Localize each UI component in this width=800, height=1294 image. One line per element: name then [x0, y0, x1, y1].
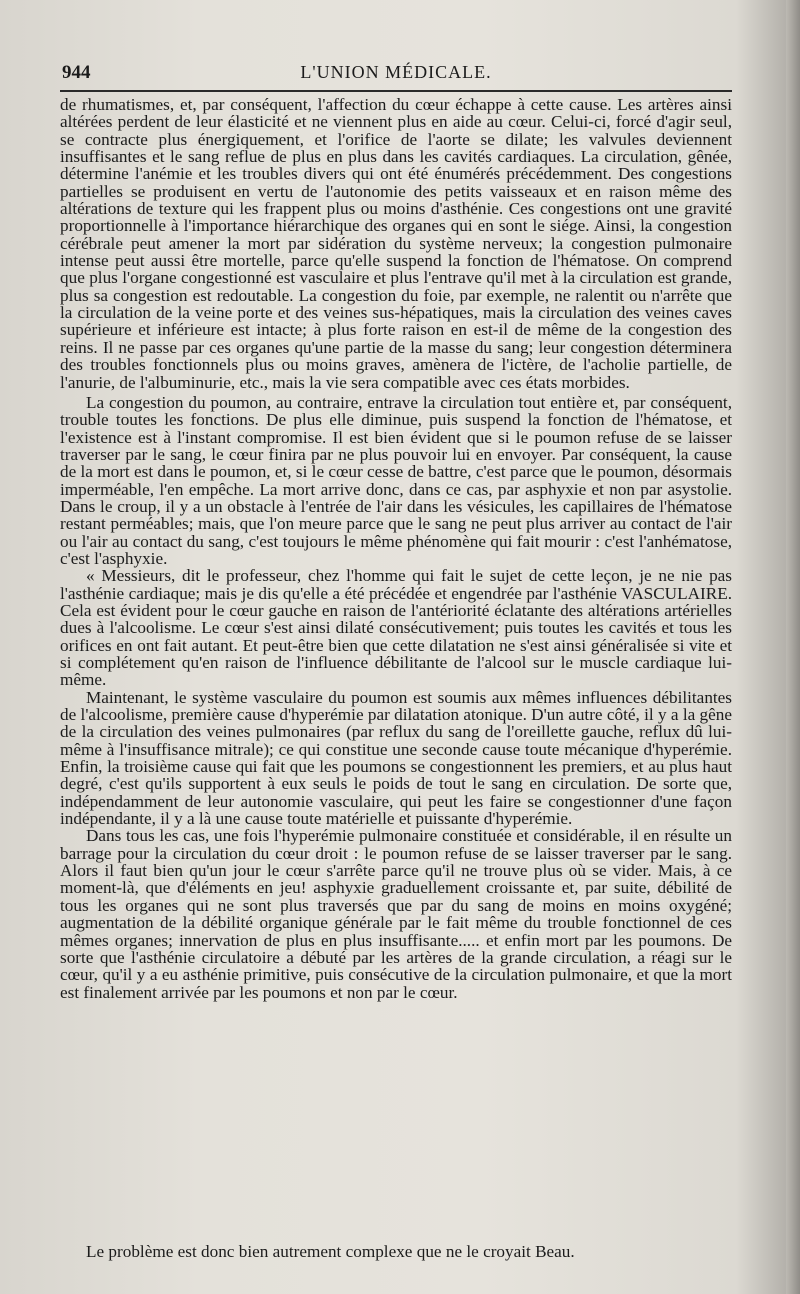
page-number: 944 — [62, 62, 91, 83]
body-text — [60, 96, 732, 1001]
page-edge-shadow — [786, 0, 800, 1294]
header-rule — [60, 90, 732, 92]
paragraph-3: « Messieurs, dit le professeur, chez l'homme qui fait le sujet de cette leçon, je ne nie pas l'asthénie cardiaque; mais je dis qu'elle a été précédée et engendrée par l'asthénie VASCULAIRE. Cela est évident pour le cœur gauche en raison de l'antériorité éclatante des altérations artérielles dues à l'alcoolisme. Le cœur s'est ainsi dilaté consécutivement; puis toutes les cavités et tous les orifices en ont fait autant. Et peut-être bien que cette dilatation ne s'est ainsi généralisée si vite et si complétement qu'en raison de l'influence débilitante de l'alcool sur le muscle cardiaque lui-même. — [60, 566, 732, 690]
paragraph-1: de rhumatismes, et, par conséquent, l'affection du cœur échappe à cette cause. Les artères ainsi altérées perdent de leur élasticité et ne viennent plus en aide au cœur. Celui-ci, forcé d'agir seul, se contracte plus énergiquement, et l'orifice de l'aorte se dilate; les valvules deviennent insuffisantes et le sang reflue de plus en plus dans les cavités cardiaques. La circulation, gênée, détermine l'anémie et les troubles divers qui ont été énumérés précédemment. Des congestions partielles se produisent en vertu de l'autonomie des petits vaisseaux et en raison même des altérations de texture qui les frappent plus ou moins d'asthénie. Ces congestions ont une gravité proportionnelle à l'importance hiérarchique des organes qui en sont le siége. Ainsi, la congestion cérébrale peut amener la mort par sidération du système nerveux; la congestion pulmonaire intense peut aussi être mortelle, parce qu'elle suspend la fonction de l'hématose. On comprend que plus l'organe congestionné est vasculaire et plus l'entrave qu'il met à la circulation est grande, plus sa congestion est redoutable. La congestion du foie, par exemple, ne ralentit ou n'arrête que la circulation de la veine porte et des veines sus-hépatiques, mais la circulation des veines caves supérieure et inférieure est intacte; à plus forte raison en est-il de même de la congestion des reins. Il ne passe par ces organes qu'une partie de la masse du sang; leur congestion déterminera des troubles fonctionnels plus ou moins graves, amènera de l'ictère, de l'acholie partielle, de l'anurie, de l'albuminurie, etc., mais la vie sera compatible avec ces états morbides. — [60, 95, 732, 392]
closing-line: Le problème est donc bien autrement complexe que ne le croyait Beau. — [86, 1242, 575, 1261]
paragraph-2: La congestion du poumon, au contraire, entrave la circulation tout entière et, par conséquent, trouble toutes les fonctions. De plus elle diminue, puis suspend la fonction de l'hématose, et l'existence est à l'instant compromise. Il est bien évident que si le poumon refuse de se laisser traverser par le sang, le cœur finira par ne plus pouvoir lui en envoyer. Par conséquent, la cause de la mort est dans le poumon, et, si le cœur cesse de battre, c'est parce que le poumon, désormais imperméable, l'en empêche. La mort arrive donc, dans ce cas, par asphyxie et non par asystolie. Dans le croup, il y a un obstacle à l'entrée de l'air dans les vésicules, les capillaires de l'hématose restant perméables; mais, que l'on meure parce que le sang ne peut plus arriver au contact de l'air ou l'air au contact du sang, c'est toujours le même phénomène qui fait mourir : c'est l'anhématose, c'est l'asphyxie. — [60, 392, 732, 568]
page-header — [62, 60, 730, 88]
paragraph-4: Maintenant, le système vasculaire du poumon est soumis aux mêmes influences débilitantes de l'alcoolisme, première cause d'hyperémie par dilatation atonique. D'un autre côté, il y a la gêne de la circulation des veines pulmonaires (par reflux du sang de l'oreillette gauche, reflux dû lui-même à l'insuffisance mitrale); ce qui constitue une seconde cause toute mécanique d'hyperémie. Enfin, la troisième cause qui fait que les poumons se congestionnent les premiers, et au plus haut degré, c'est qu'ils supportent à eux seuls le poids de tout le sang en circulation. De sorte que, indépendamment de leur autonomie vasculaire, qui peut les faire se congestionner d'une façon indépendante, il y a là une cause toute matérielle et puissante d'hyperémie. — [60, 687, 732, 829]
running-title: L'UNION MÉDICALE. — [300, 62, 492, 82]
paragraph-5: Dans tous les cas, une fois l'hyperémie pulmonaire constituée et considérable, il en résulte un barrage pour la circulation du cœur droit : le poumon refuse de se laisser traverser par le sang. Alors il faut bien qu'un jour le cœur s'arrête parce qu'il ne trouve plus où se vider. Mais, à ce moment-là, que d'éléments en jeu! asphyxie graduellement croissante et, par suite, débilité de tous les organes qui ne sont plus traversés que par du sang de moins en moins oxygéné; augmentation de la débilité organique générale par le fait même du trouble fonctionnel de ces mêmes organes; innervation de plus en plus insuffisante..... et enfin mort par les poumons. De sorte que l'asthénie circulatoire a débuté par les artères de la grande circulation, a réagi sur le cœur, qu'il y a eu asthénie primitive, puis consécutive de la circulation pulmonaire, et que la mort est finalement arrivée par les poumons et non par le cœur. — [60, 826, 732, 1002]
